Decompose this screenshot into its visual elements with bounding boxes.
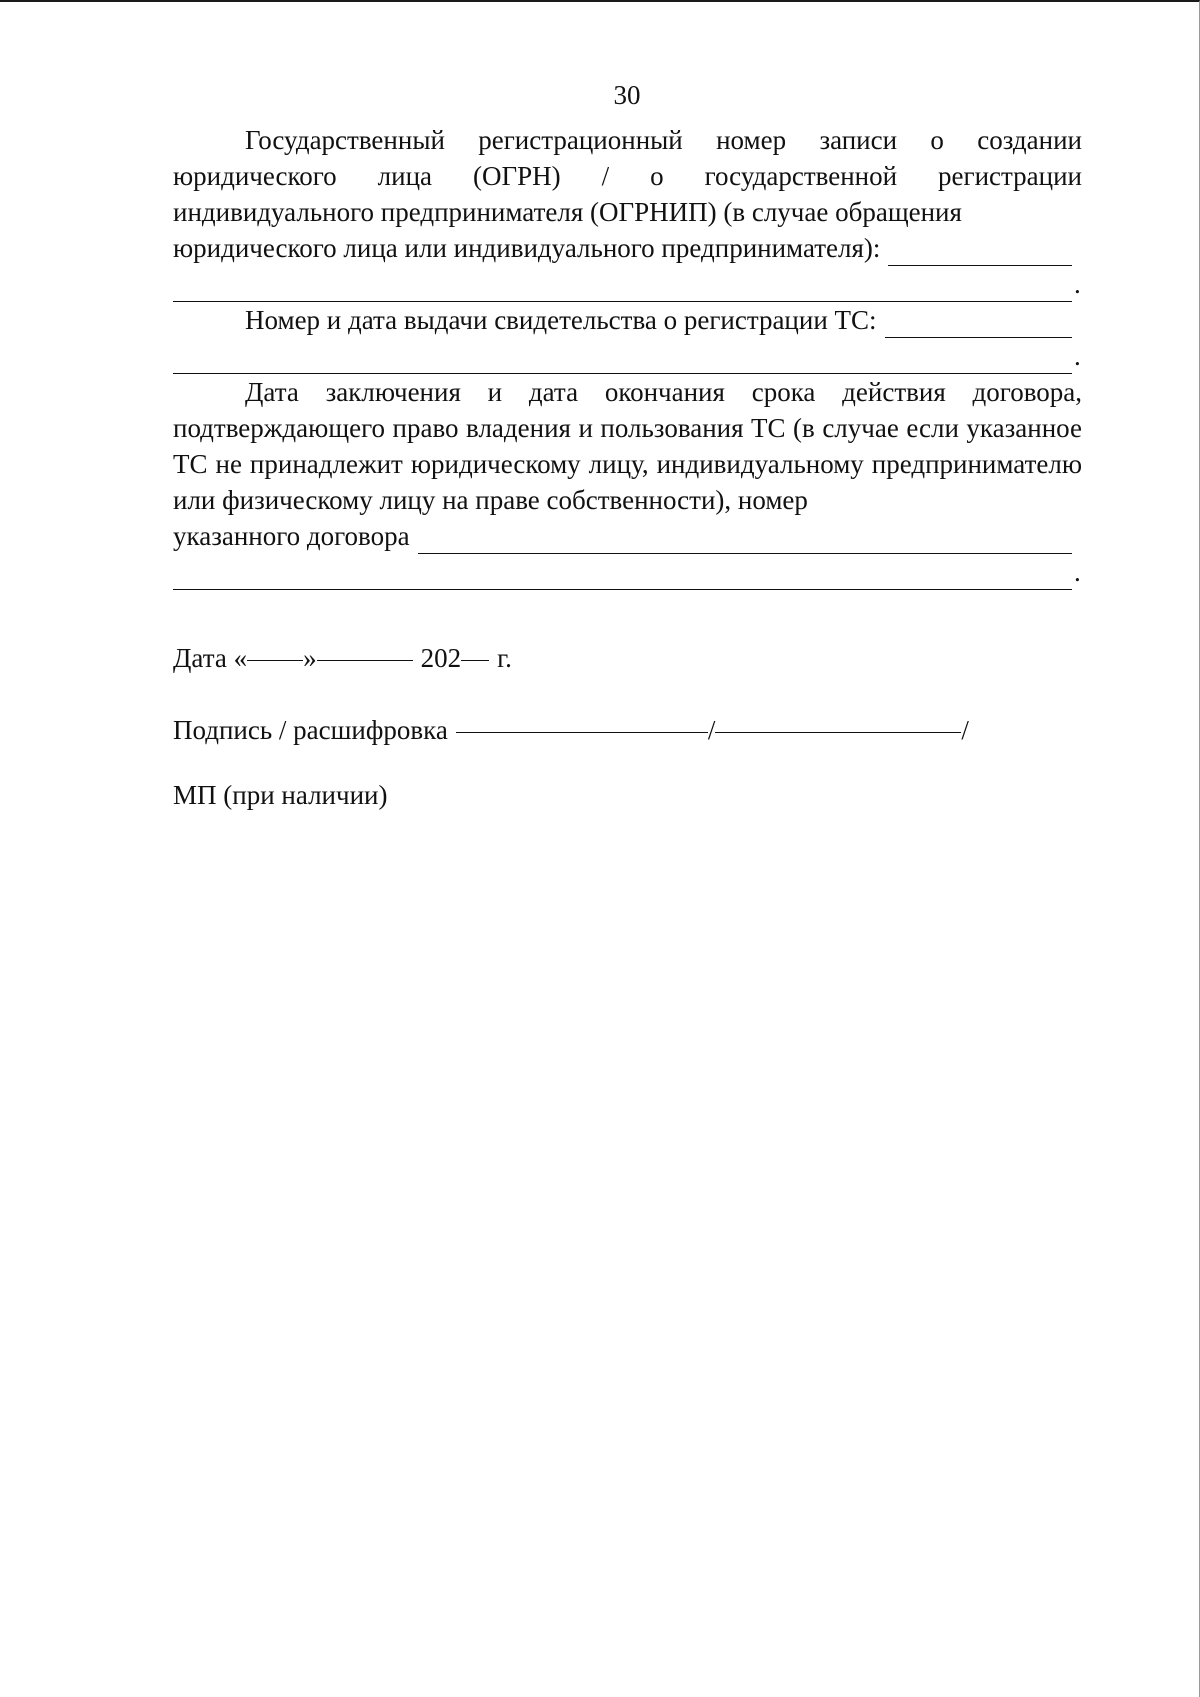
ogrn-last-line [173,230,1082,266]
contract-input-blank[interactable] [418,525,1072,554]
certificate-section [173,302,1082,374]
date-line [173,632,512,676]
ogrn-input-blank[interactable] [888,237,1072,266]
certificate-label: Номер и дата выдачи свидетельства о регистрации ТС: [245,305,877,335]
ogrn-text: Государственный регистрационный номер записи о создании юридического лица (ОГРН) / о государственной регистрации индивидуального предпринимателя (ОГРНИП) (в случае обращения [173,125,1082,227]
date-day-input[interactable] [247,632,303,661]
date-year-suffix: г. [497,643,512,673]
date-close-quote: » [303,643,317,673]
ogrn-end-dot: . [1074,269,1081,299]
signature-label: Подпись / расшифровка [173,715,448,745]
stamp-line [173,777,387,813]
signature-decoding-input[interactable] [715,704,961,733]
contract-end-dot: . [1074,557,1081,587]
date-year-prefix: 202 [420,643,462,673]
signature-separator: / [707,715,716,745]
contract-continuation-line [173,554,1082,590]
certificate-line [173,302,1082,338]
ogrn-continuation-line [173,266,1082,302]
date-label: Дата « [173,643,248,673]
contract-text: Дата заключения и дата окончания срока действия договора, подтверждающего право владения и пользования ТС (в случае если указанное ТС не принадлежит юридическому лицу, индивидуальному предпринимателю или физическому лицу на праве собственности), номер [173,377,1082,515]
date-year-input[interactable] [461,632,489,661]
ogrn-section [173,122,1082,302]
contract-input-blank-2[interactable] [173,561,1072,590]
contract-last-line [173,518,1082,554]
date-month-input[interactable] [317,632,413,661]
certificate-continuation-line [173,338,1082,374]
signature-line [173,704,969,748]
certificate-input-blank[interactable] [885,309,1072,338]
form-content [173,122,1082,590]
contract-section [173,374,1082,590]
certificate-end-dot: . [1074,341,1081,371]
ogrn-last-line-text: юридического лица или индивидуального предпринимателя): [173,233,881,263]
signature-input[interactable] [456,704,708,733]
stamp-label: МП (при наличии) [173,780,388,810]
certificate-input-blank-2[interactable] [173,345,1072,374]
signature-end: / [961,715,969,745]
contract-last-line-text: указанного договора [173,521,410,551]
page-number: 30 [613,80,641,110]
ogrn-input-blank-2[interactable] [173,273,1072,302]
